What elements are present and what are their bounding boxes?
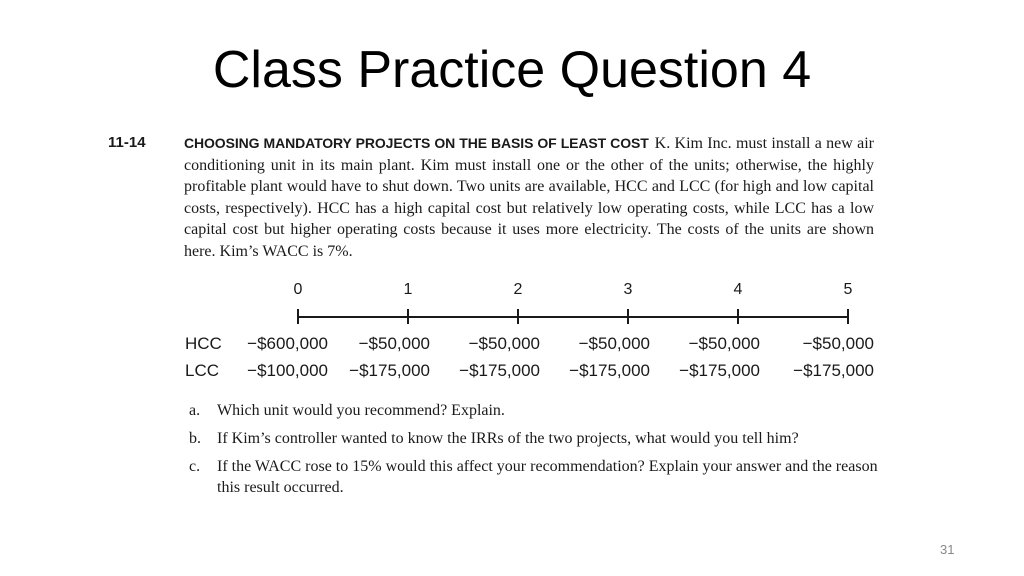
question-text: Which unit would you recommend? Explain. <box>217 402 505 419</box>
row-label-lcc: LCC <box>185 361 220 380</box>
page-number: 31 <box>940 542 955 557</box>
cash-flow-cell: −$175,000 <box>349 361 430 380</box>
period-label: 1 <box>403 281 413 298</box>
tick-mark <box>627 309 629 324</box>
cash-flow-cell: −$175,000 <box>793 361 874 380</box>
slide-title: Class Practice Question 4 <box>212 41 812 99</box>
tick-mark <box>847 309 849 324</box>
period-label: 0 <box>293 281 303 298</box>
question-item <box>189 428 879 449</box>
question-text: If Kim’s controller wanted to know the IRRs of the two projects, what would you tell him? <box>217 430 799 447</box>
tick-mark <box>737 309 739 324</box>
cash-flow-cell: −$175,000 <box>459 361 540 380</box>
cash-flow-cell: −$50,000 <box>688 334 760 353</box>
question-list <box>189 400 879 505</box>
period-label: 5 <box>843 281 853 298</box>
tick-mark <box>297 309 299 324</box>
cash-flow-cell: −$175,000 <box>569 361 650 380</box>
cash-flow-cell: −$600,000 <box>247 334 328 353</box>
cash-flow-cell: −$175,000 <box>679 361 760 380</box>
question-letter: b. <box>189 430 201 447</box>
row-label-hcc: HCC <box>185 334 222 353</box>
question-text: If the WACC rose to 15% would this affect your recommendation? Explain your answer and the reason this result occurred. <box>217 458 878 496</box>
problem-heading: CHOOSING MANDATORY PROJECTS ON THE BASIS OF LEAST COST <box>184 135 649 151</box>
period-label: 3 <box>623 281 633 298</box>
cash-flow-cell: −$50,000 <box>802 334 874 353</box>
problem-text <box>184 133 874 263</box>
question-item <box>189 456 879 498</box>
tick-mark <box>517 309 519 324</box>
cash-flow-cell: −$100,000 <box>247 361 328 380</box>
cash-flow-cell: −$50,000 <box>578 334 650 353</box>
problem-number: 11-14 <box>108 134 146 151</box>
cash-flow-cell: −$50,000 <box>468 334 540 353</box>
cash-flow-cell: −$50,000 <box>358 334 430 353</box>
period-label: 2 <box>513 281 523 298</box>
period-label: 4 <box>733 281 743 298</box>
timeline-axis <box>297 316 848 318</box>
problem-body: K. Kim Inc. must install a new air conditioning unit in its main plant. Kim must install one or the other of the units; otherwise, the highly profitable plant would have to shut down. Two units are available, HCC and LCC (for high and low capital costs, respectively). HCC has a high capital cost but relatively low operating costs, while LCC has a low capital cost but higher operating costs because it uses more electricity. The costs of the units are shown here. Kim’s WACC is 7%. <box>184 135 874 260</box>
question-letter: a. <box>189 402 201 419</box>
tick-mark <box>407 309 409 324</box>
question-letter: c. <box>189 458 201 475</box>
question-item <box>189 400 879 421</box>
